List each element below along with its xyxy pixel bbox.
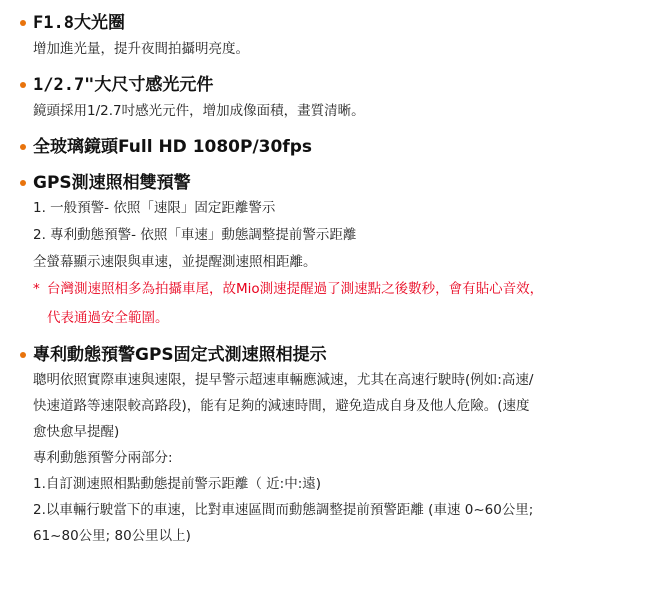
bullet-dot-icon xyxy=(20,82,26,88)
feature-line: 全螢幕顯示速限與車速，並提醒測速照相距離。 xyxy=(33,254,317,270)
feature-heading xyxy=(0,74,650,96)
bullet-dot-icon xyxy=(20,20,26,26)
feature-sensor xyxy=(0,74,650,121)
feature-heading xyxy=(0,136,650,158)
asterisk-icon: * xyxy=(33,281,40,297)
feature-title: 專利動態預警GPS固定式測速照相提示 xyxy=(33,345,327,365)
feature-line: 2. 專利動態預警- 依照「車速」動態調整提前警示距離 xyxy=(33,227,357,243)
red-note-continuation: 代表通過安全範圍。 xyxy=(47,310,169,326)
feature-description: 增加進光量，提升夜間拍攝明亮度。 xyxy=(33,41,249,57)
red-note-text: 台灣測速照相多為拍攝車尾，故Mio測速提醒過了測速點之後數秒，會有貼心音效， xyxy=(47,281,544,297)
feature-heading xyxy=(0,12,650,34)
feature-line: 聰明依照實際車速與速限，提早警示超速車輛應減速，尤其在高速行駛時(例如:高速/ xyxy=(33,372,534,388)
feature-dynamic-alert xyxy=(0,344,650,546)
bullet-dot-icon xyxy=(20,352,26,358)
feature-line: 愈快愈早提醒) xyxy=(33,424,120,440)
feature-aperture xyxy=(0,12,650,59)
feature-line: 1.自訂測速照相點動態提前警示距離（ 近:中:遠) xyxy=(33,476,322,492)
feature-line: 61~80公里; 80公里以上) xyxy=(33,528,191,544)
feature-description: 鏡頭採用1/2.7吋感光元件，增加成像面積，畫質清晰。 xyxy=(33,103,365,119)
feature-title: 1/2.7"大尺寸感光元件 xyxy=(33,75,214,95)
feature-title: 全玻璃鏡頭Full HD 1080P/30fps xyxy=(33,137,313,157)
feature-heading xyxy=(0,172,650,194)
feature-title: GPS測速照相雙預警 xyxy=(33,173,191,193)
feature-line: 快速道路等速限較高路段)，能有足夠的減速時間，避免造成自身及他人危險。(速度 xyxy=(33,398,530,414)
feature-glass-lens xyxy=(0,136,650,158)
feature-title: F1.8大光圈 xyxy=(33,13,125,33)
feature-line: 2.以車輛行駛當下的車速，比對車速區間而動態調整提前預警距離 (車速 0~60公里; xyxy=(33,502,534,518)
bullet-dot-icon xyxy=(20,180,26,186)
feature-line: 專利動態預警分兩部分: xyxy=(33,450,173,466)
bullet-dot-icon xyxy=(20,144,26,150)
feature-line: 1. 一般預警- 依照「速限」固定距離警示 xyxy=(33,200,276,216)
feature-heading xyxy=(0,344,650,366)
red-note xyxy=(0,279,650,299)
feature-gps-alert xyxy=(0,172,650,328)
